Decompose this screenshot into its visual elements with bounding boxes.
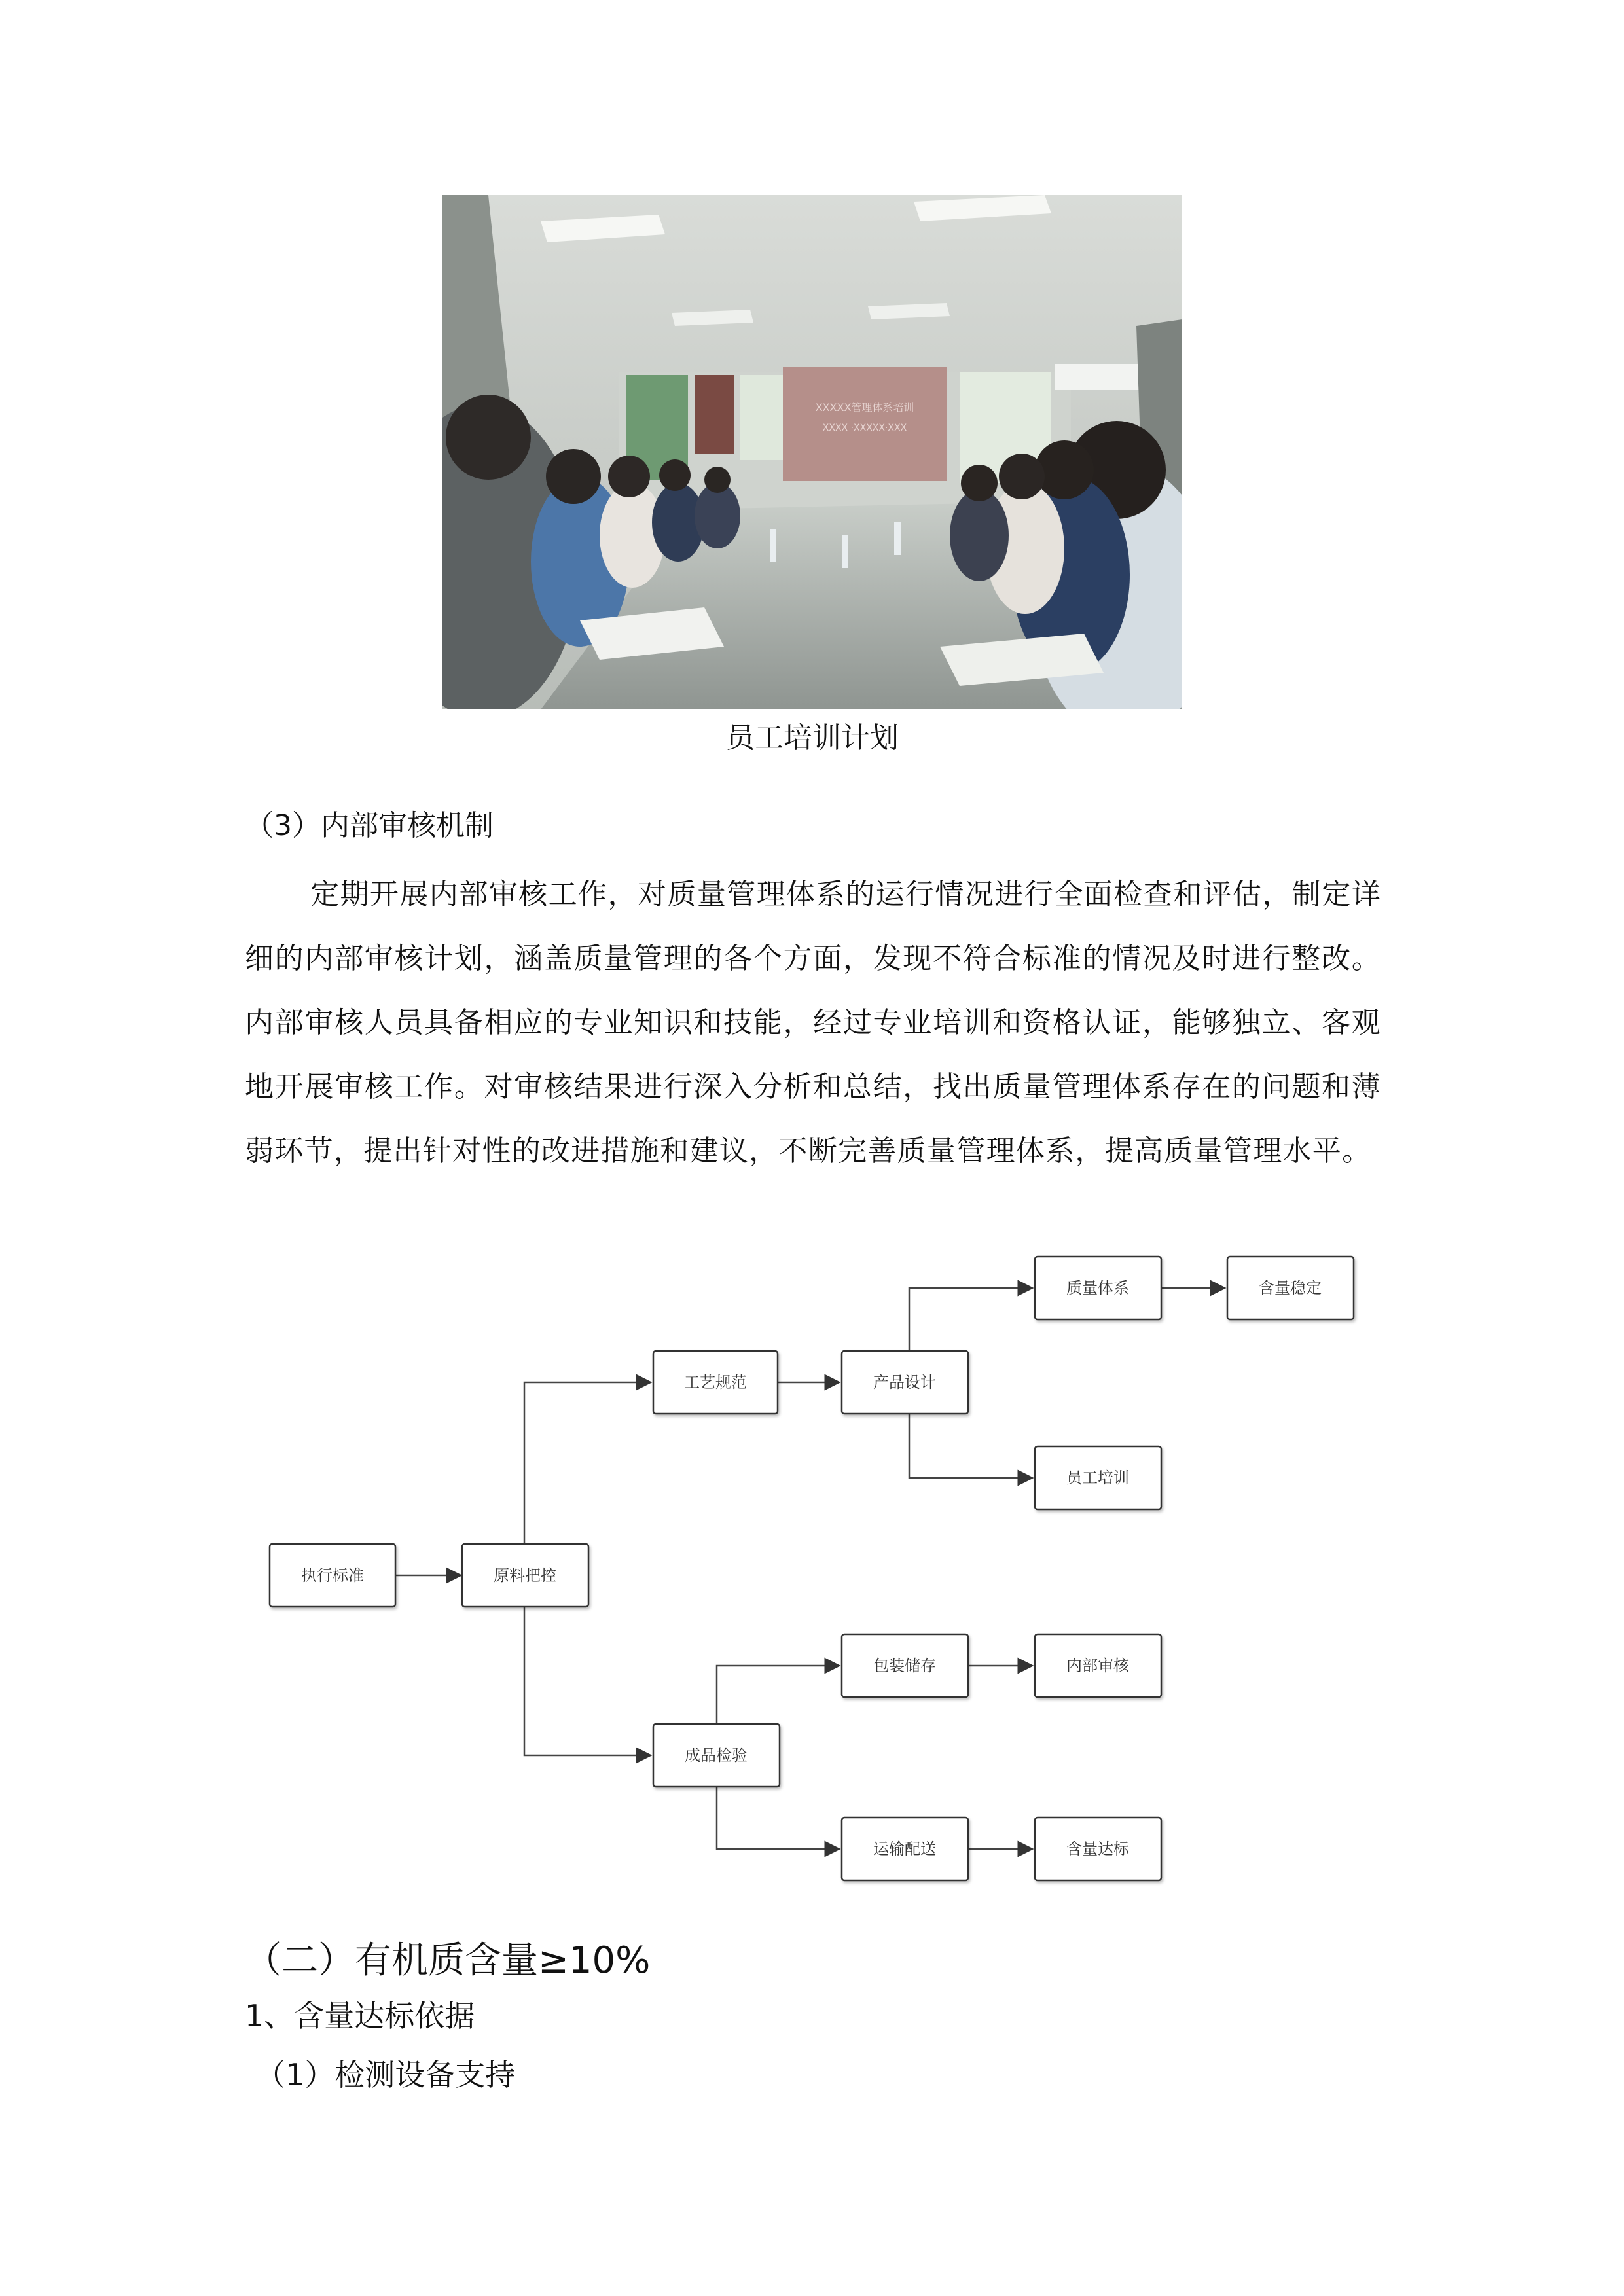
node-label: 员工培训: [1066, 1469, 1129, 1487]
node-label: 执行标准: [301, 1566, 364, 1585]
screen-text-1: XXXXX管理体系培训: [815, 401, 914, 414]
photo-caption: 员工培训计划: [726, 721, 899, 755]
node-label: 成品检验: [685, 1746, 748, 1765]
process-flowchart: [245, 1244, 1381, 1898]
node-label: 含量稳定: [1259, 1279, 1322, 1297]
body-paragraph: 定期开展内部审核工作，对质量管理体系的运行情况进行全面检查和评估，制定详细的内部审核计划，涵盖质量管理的各个方面，发现不符合标准的情况及时进行整改。内部审核人员具备相应的专业知识和技能，经过专业培训和资格认证，能够独立、客观地开展审核工作。对审核结果进行深入分析和总结，找出质量管理体系存在的问题和薄弱环节，提出针对性的改进措施和建议，不断完善质量管理体系，提高质量管理水平。: [245, 878, 1381, 1168]
sub-heading: （3）内部审核机制: [245, 809, 494, 842]
node-label: 运输配送: [873, 1840, 936, 1858]
screen-text-2: XXXX ·XXXXX·XXX: [822, 423, 907, 433]
node-label: 质量体系: [1066, 1279, 1129, 1297]
section-title: （二）有机质含量≥10%: [245, 1939, 651, 1982]
node-label: 工艺规范: [684, 1373, 747, 1391]
node-label: 内部审核: [1066, 1657, 1129, 1675]
meeting-room-photo-icon: [442, 195, 1182, 709]
meeting-photo: [442, 195, 1182, 709]
node-label: 包装储存: [873, 1657, 936, 1675]
item-heading: 1、含量达标依据: [245, 1998, 475, 2034]
node-label: 含量达标: [1066, 1840, 1129, 1858]
node-label: 产品设计: [873, 1373, 936, 1391]
node-label: 原料把控: [494, 1566, 556, 1585]
item-subheading: （1）检测设备支持: [255, 2057, 516, 2092]
